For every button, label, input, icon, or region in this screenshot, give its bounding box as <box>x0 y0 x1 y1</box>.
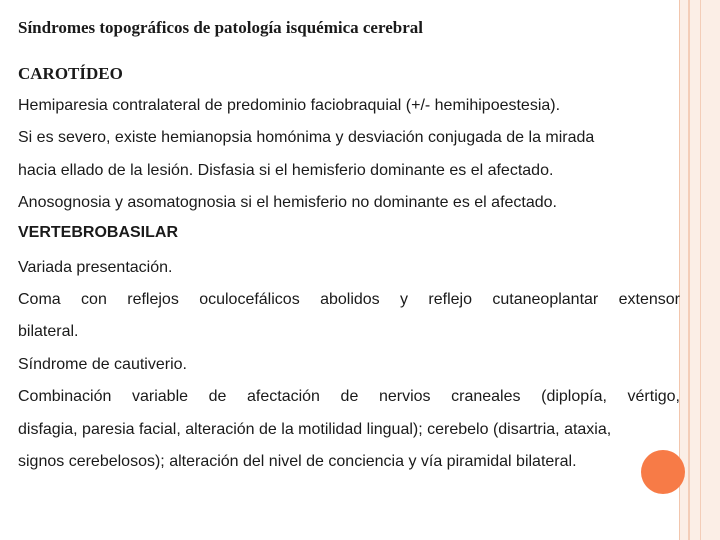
vb-line-4: Síndrome de cautiverio. <box>18 356 187 373</box>
carotid-line-2: Si es severo, existe hemianopsia homónima y desviación conjugada de la mirada <box>18 129 595 146</box>
vb-line-1: Variada presentación. <box>18 259 173 276</box>
vb-line-7: signos cerebelosos); alteración del nivel de conciencia y vía piramidal bilateral. <box>18 453 577 470</box>
slide-title: Síndromes topográficos de patología isquémica cerebral <box>18 18 423 37</box>
vb-line-6: disfagia, paresia facial, alteración de la motilidad lingual); cerebelo (disartria, ataxia, <box>18 421 612 438</box>
section-heading-vertebrobasilar: VERTEBROBASILAR <box>18 224 179 241</box>
decorative-accent-circle <box>641 450 685 494</box>
section-heading-carotid: CAROTÍDEO <box>18 64 123 83</box>
carotid-line-1: Hemiparesia contralateral de predominio faciobraquial (+/- hemihipoestesia). <box>18 97 561 114</box>
decorative-right-border <box>679 0 720 540</box>
carotid-line-3: hacia ellado de la lesión. Disfasia si el hemisferio dominante es el afectado. <box>18 162 554 179</box>
carotid-line-4: Anosognosia y asomatognosia si el hemisferio no dominante es el afectado. <box>18 194 557 211</box>
vb-line-3: bilateral. <box>18 323 79 340</box>
vb-line-5: Combinación variable de afectación de nervios craneales (diplopía, vértigo, <box>18 388 680 405</box>
vb-line-2: Coma con reflejos oculocefálicos abolidos y reflejo cutaneoplantar extensor <box>18 291 680 308</box>
